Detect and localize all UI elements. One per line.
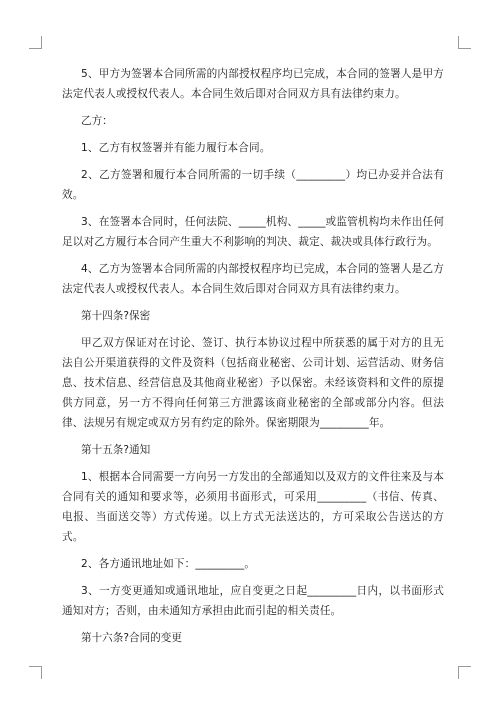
article-14-confidentiality-text: 甲乙双方保证对在讨论、签订、执行本协议过程中所获悉的属于对方的且无法自公开渠道获得的文件及资料（包括商业秘密、公司计划、运营活动、财务信息、技术信息、经营信息及其他商业秘密）予以保密。未经该资料和文件的原提供方同意，另一方不得向任何第三方泄露该商业秘密的全部或部分内容。但法律、法规另有规定或双方另有约定的除外。保密期限为_________年。 bbox=[62, 337, 444, 429]
document-body bbox=[62, 64, 444, 655]
article-15-heading: 第十五条?通知 bbox=[81, 444, 151, 456]
article-14-heading: 第十四条?保密 bbox=[81, 310, 151, 322]
clause-party-a-item-5: 5、甲方为签署本合同所需的内部授权程序均已完成，本合同的签署人是甲方法定代表人或授权代表人。本合同生效后即对合同双方具有法律约束力。 bbox=[62, 68, 444, 100]
clause-party-b-item-1: 1、乙方有权签署并有能力履行本合同。 bbox=[81, 142, 271, 154]
clause-party-b-item-3: 3、在签署本合同时，任何法院、_____机构、_____或监管机构均未作出任何足以对乙方履行本合同产生重大不利影响的判决、裁定、裁决或具体行政行为。 bbox=[62, 216, 444, 248]
crop-mark-bottom-left bbox=[29, 666, 42, 679]
crop-mark-bottom-right bbox=[458, 666, 471, 679]
clause-party-b-item-2: 2、乙方签署和履行本合同所需的一切手续（_________）均已办妥并合法有效。 bbox=[62, 169, 444, 201]
article-15-item-2: 2、各方通讯地址如下：_________。 bbox=[81, 558, 256, 570]
crop-mark-top-left bbox=[29, 36, 42, 49]
article-15-item-3: 3、一方变更通知或通讯地址，应自变更之日起_________日内，以书面形式通知对方；否则，由未通知方承担由此而引起的相关责任。 bbox=[62, 585, 444, 617]
clause-party-b-item-4: 4、乙方为签署本合同所需的内部授权程序均已完成，本合同的签署人是乙方法定代表人或授权代表人。本合同生效后即对合同双方具有法律约束力。 bbox=[62, 263, 444, 295]
crop-mark-top-right bbox=[458, 36, 471, 49]
party-b-heading: 乙方： bbox=[81, 115, 113, 127]
article-15-item-1: 1、根据本合同需要一方向另一方发出的全部通知以及双方的文件往来及与本合同有关的通知和要求等，必须用书面形式，可采用_________（书信、传真、电报、当面送交等）方式传递。以上方式无法送达的，方可采取公告送达的方式。 bbox=[62, 471, 444, 543]
article-16-heading: 第十六条?合同的变更 bbox=[81, 632, 182, 644]
